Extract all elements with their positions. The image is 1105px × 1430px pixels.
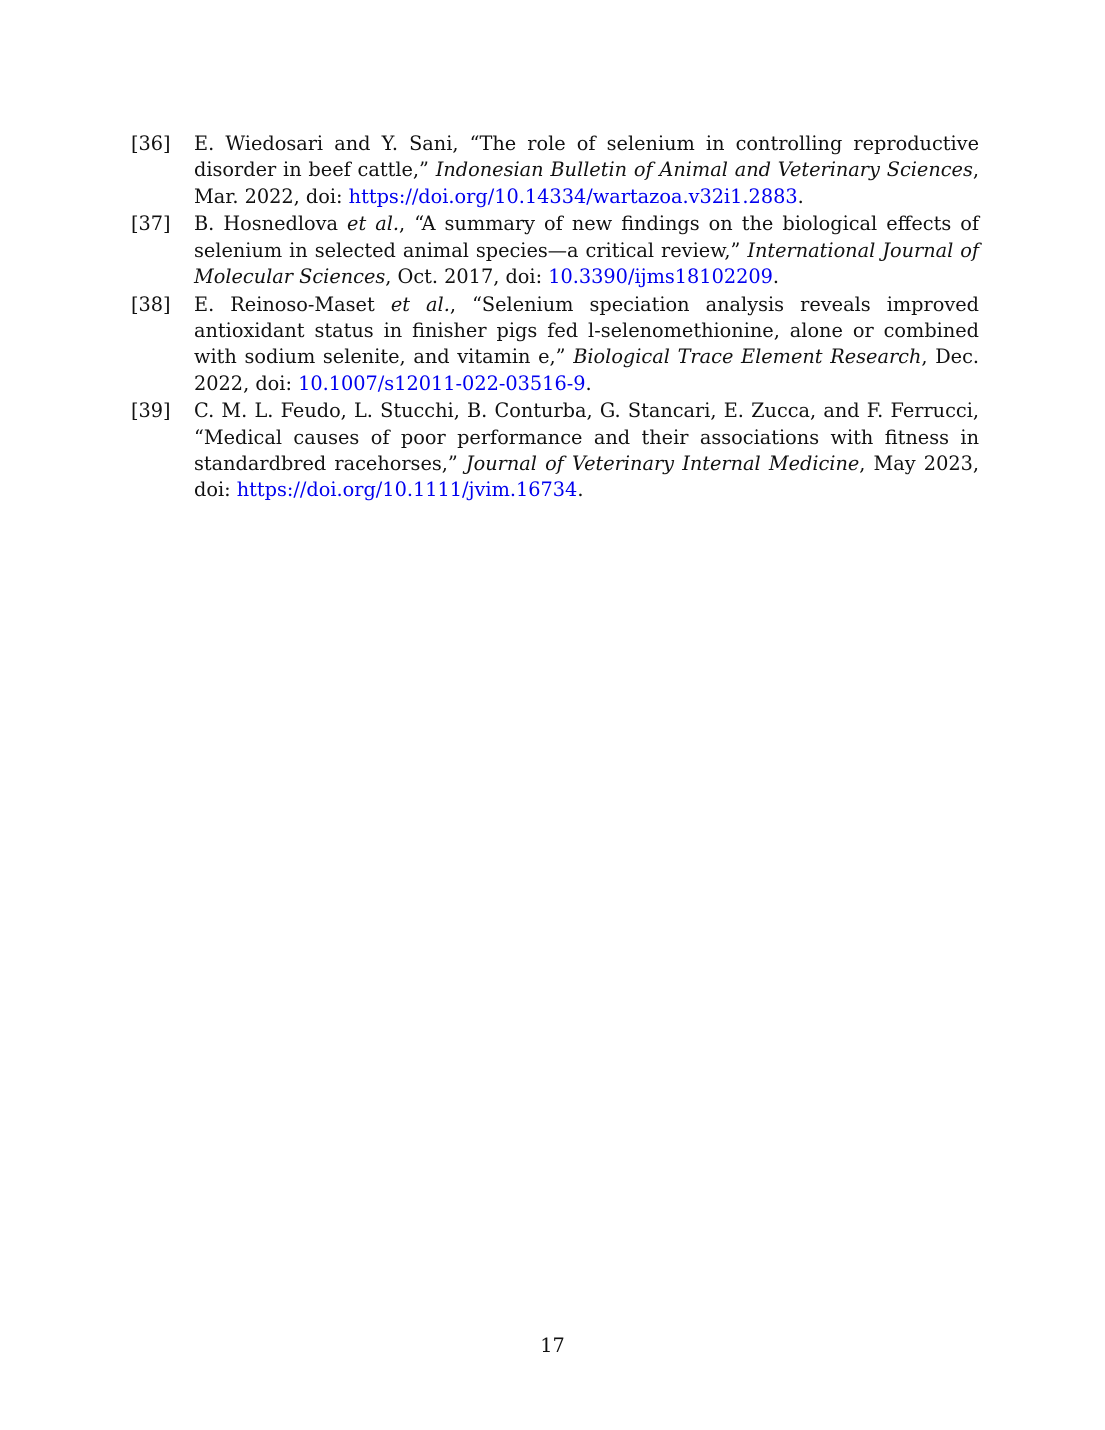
reference-etal: et al. (347, 212, 400, 236)
reference-journal: Indonesian Bulletin of Animal and Veterinary Sciences (435, 158, 973, 182)
reference-number: [39] (131, 399, 171, 423)
reference-etal: et al. (390, 292, 450, 316)
reference-doi-link[interactable]: 10.1007/s12011-022-03516-9 (298, 371, 586, 395)
reference-item-36 (131, 131, 979, 210)
reference-authors: E. Reinoso-Maset (194, 292, 391, 316)
reference-end: . (772, 264, 780, 288)
reference-journal: Biological Trace Element Research (573, 345, 922, 369)
reference-doi-link[interactable]: 10.3390/ijms18102209 (548, 264, 773, 288)
reference-list (131, 131, 979, 505)
reference-end: . (577, 478, 584, 502)
reference-title: , “Selenium speciation analysis reveals improved antioxidant status in finisher pigs fed l-selenomethionine, alone or combined with sodium selenite, and vitamin e,” (194, 292, 979, 369)
page-number: 17 (540, 1334, 565, 1357)
reference-text (194, 399, 979, 501)
reference-journal: International Journal of Molecular Sciences (194, 238, 979, 288)
reference-text (194, 212, 979, 288)
reference-doi-link[interactable]: https://doi.org/10.14334/wartazoa.v32i1.2883 (348, 184, 798, 208)
reference-number: [38] (131, 292, 171, 316)
reference-title: , “A summary of new findings on the biological effects of selenium in selected animal species—a critical review,” (194, 212, 979, 262)
reference-authors-title: E. Wiedosari and Y. Sani, “The role of selenium in controlling reproductive disorder in beef cattle,” (194, 132, 979, 182)
reference-item-39 (131, 398, 979, 503)
reference-text (194, 132, 979, 208)
reference-item-37 (131, 211, 979, 290)
reference-end: . (797, 184, 804, 208)
reference-end: . (585, 371, 592, 395)
reference-date: , Dec. 2022, doi: (194, 345, 979, 395)
reference-doi-link[interactable]: https://doi.org/10.1111/jvim.16734 (236, 478, 578, 502)
reference-authors: B. Hosnedlova (194, 212, 348, 236)
reference-item-38 (131, 292, 979, 397)
reference-date: , Oct. 2017, doi: (385, 264, 549, 288)
reference-text (194, 293, 979, 395)
reference-date: , Mar. 2022, doi: (194, 158, 979, 208)
reference-authors-title: C. M. L. Feudo, L. Stucchi, B. Conturba, G. Stancari, E. Zucca, and F. Ferrucci, “Medical causes of poor performance and their associations with fitness in standardbred racehorses,” (194, 399, 979, 476)
reference-journal: Journal of Veterinary Internal Medicine (465, 452, 860, 476)
reference-date: , May 2023, doi: (194, 452, 979, 502)
reference-number: [36] (131, 132, 171, 155)
reference-number: [37] (131, 212, 171, 236)
